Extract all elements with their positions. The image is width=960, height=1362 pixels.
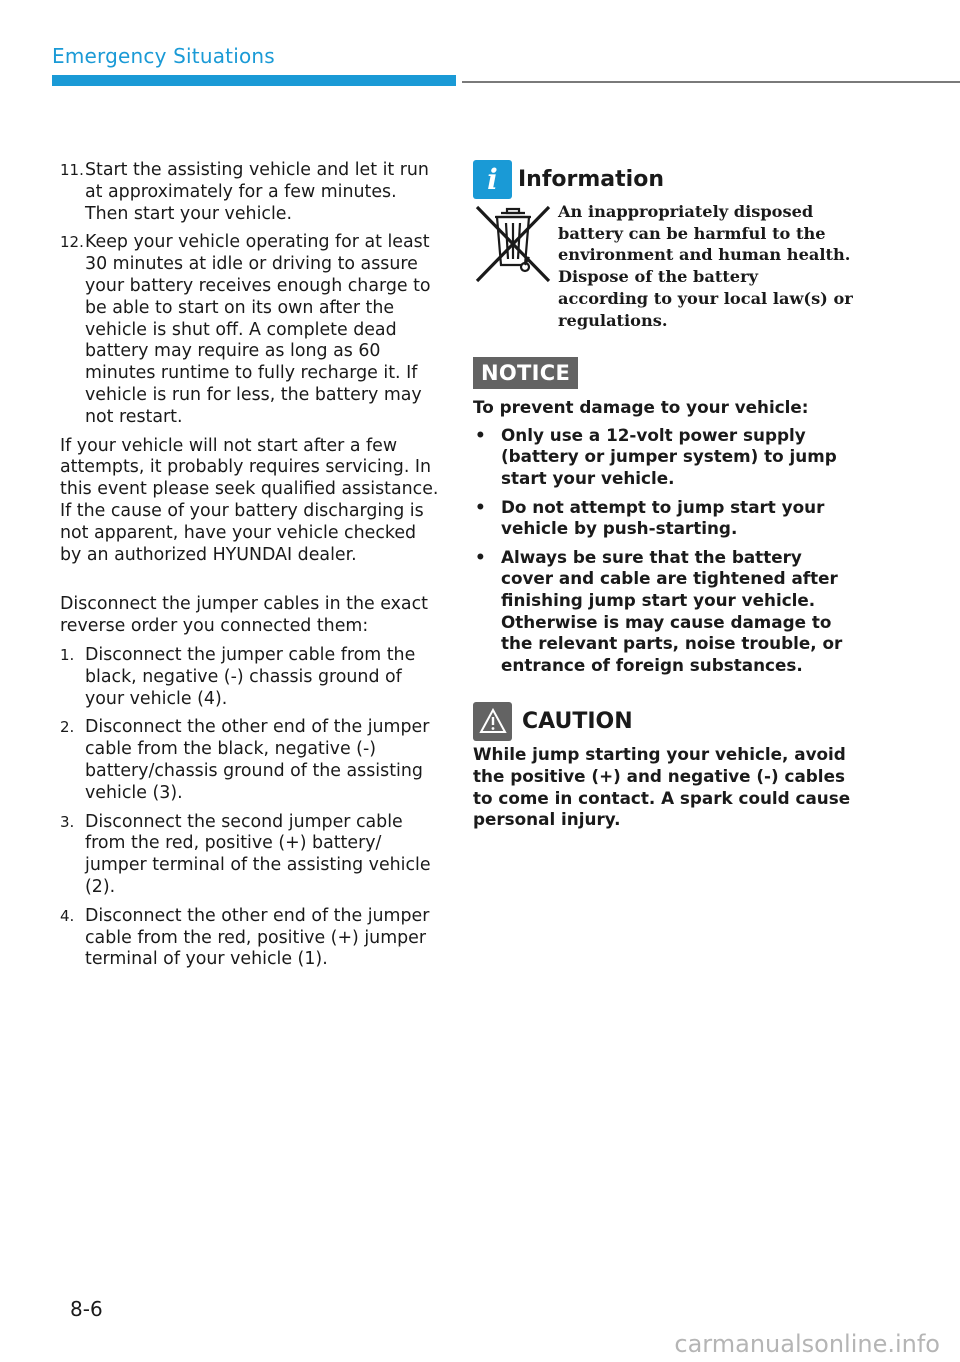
step-number: 1. [60,645,75,664]
page-header-title: Emergency Situations [52,44,275,68]
notice-intro: To prevent damage to your vehicle: [473,397,809,418]
list-item [473,547,853,677]
crossed-out-bin-icon [473,201,553,285]
watermark: carmanualsonline.info [674,1330,940,1358]
caution-title: CAUTION [522,708,633,734]
step-text: Disconnect the jumper cable from the black, negative (-) chassis ground of your vehicle (4). [85,644,416,709]
information-text: An inappropriately disposed battery can be harmful to the environment and human health. Dispose of the battery according to your local law(s) or regulations. [558,202,853,330]
caution-header [473,702,853,740]
information-header [473,160,853,198]
list-item [60,812,440,899]
bullet-text: Always be sure that the battery cover and cable are tightened after finishing jump start your vehicle. Otherwise is may cause damage to the relevant parts, noise trouble, or entrance of foreign substances. [501,546,843,675]
step-text: Disconnect the other end of the jumper cable from the red, positive (+) jumper terminal of your vehicle (1). [85,905,430,970]
page-number: 8-6 [70,1297,103,1321]
step-text: Disconnect the other end of the jumper cable from the black, negative (-) battery/chassis ground of the assisting vehicle (3). [85,717,430,803]
list-item [60,906,440,971]
information-body [473,201,853,331]
right-column [473,160,853,831]
header-rule [462,81,960,83]
paragraph-disconnect-intro: Disconnect the jumper cables in the exact reverse order you connected them: [60,594,428,637]
information-title: Information [518,166,664,192]
bullet-dot: • [475,424,486,445]
list-item [473,497,853,540]
bullet-dot: • [475,546,486,567]
step-number: 12. [60,233,84,252]
paragraph-servicing: If your vehicle will not start after a few attempts, it probably requires servicing. In this event please seek qualified assistance. If the cause of your battery discharging is not apparent, have your vehicle checked by an authorized HYUNDAI dealer. [60,435,439,565]
list-item [60,232,440,428]
bullet-dot: • [475,496,486,517]
warning-triangle-icon [473,702,512,741]
notice-badge: NOTICE [473,357,578,389]
list-item [473,425,853,490]
step-number: 11. [60,161,84,179]
bullet-text: Only use a 12-volt power supply (battery or jumper system) to jump start your vehicle. [501,424,837,488]
list-item [60,160,440,225]
bullet-text: Do not attempt to jump start your vehicle by push-starting. [501,496,825,539]
list-item [60,717,440,804]
list-item [60,645,440,710]
caution-text: While jump starting your vehicle, avoid the positive (+) and negative (-) cables to come in contact. A spark could cause personal injury. [473,744,851,830]
step-text: Keep your vehicle operating for at least 30 minutes at idle or driving to assure your battery receives enough charge to be able to start on its own after the vehicle is shut off. A complete dead battery may require as long as 60 minutes runtime to fully recharge it. If vehicle is run for less, the battery may not restart. [85,232,431,427]
header-accent-bar [52,75,456,86]
info-icon: i [473,160,512,199]
left-column [60,160,440,978]
step-number: 2. [60,718,75,737]
step-text: Start the assisting vehicle and let it run at approximately for a few minutes. Then start your vehicle. [85,160,429,224]
step-number: 4. [60,906,75,925]
step-text: Disconnect the second jumper cable from the red, positive (+) battery/ jumper terminal of the assisting vehicle (2). [85,811,431,897]
step-number: 3. [60,812,75,831]
